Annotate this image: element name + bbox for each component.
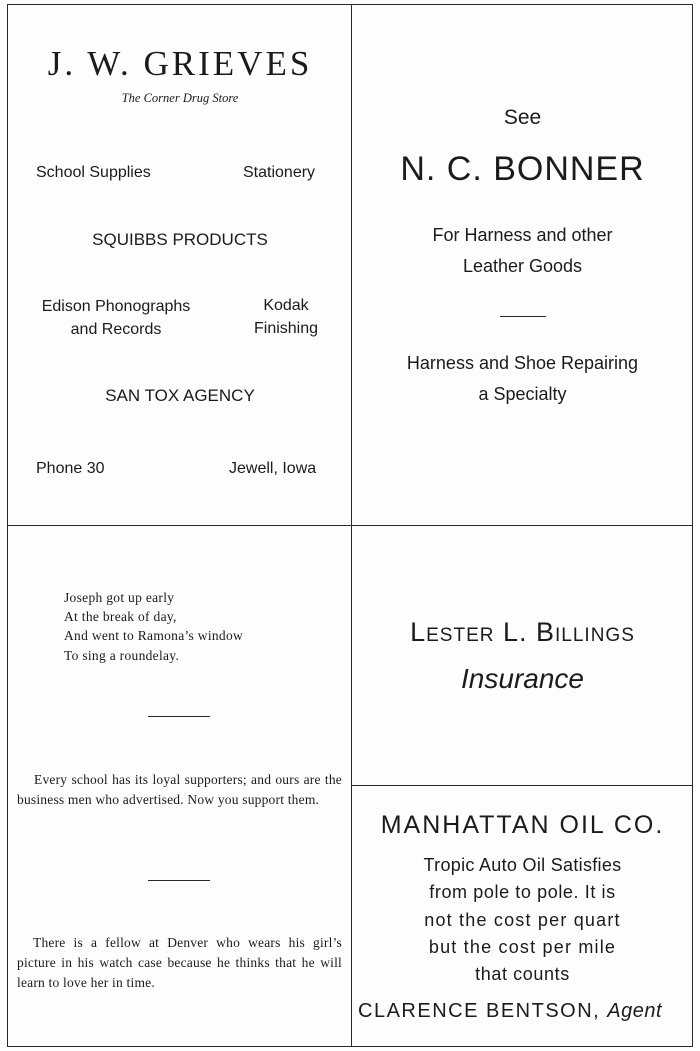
grieves-squibbs: SQUIBBS PRODUCTS <box>92 230 268 249</box>
bonner-name: N. C. BONNER <box>400 150 645 188</box>
left-rule-2 <box>148 880 210 881</box>
grieves-kodak-2: Finishing <box>253 320 319 337</box>
grieves-edison-1: Edison Phonographs <box>41 298 191 315</box>
manhattan-name: MANHATTAN OIL CO. <box>380 811 665 839</box>
grieves-school-supplies: School Supplies <box>36 164 151 181</box>
horizontal-divider <box>7 525 693 526</box>
bonner-see: See <box>503 106 542 129</box>
denver-note: There is a fellow at Denver who wears his girl’s picture in his watch case because he thinks that he will learn to love her in time. <box>17 935 342 990</box>
manhattan-agent <box>358 1000 662 1023</box>
right-lower-divider <box>352 785 693 786</box>
grieves-name: J. W. GRIEVES <box>47 44 313 83</box>
bonner-line4: a Specialty <box>478 384 567 404</box>
manhattan-agent-name: CLARENCE BENTSON, <box>358 1000 601 1022</box>
manhattan-line-4: but the cost per mile <box>428 937 617 957</box>
grieves-stationery: Stationery <box>243 164 316 181</box>
grieves-santox: SAN TOX AGENCY <box>105 386 255 405</box>
manhattan-line-2: from pole to pole. It is <box>429 882 616 902</box>
grieves-location: Jewell, Iowa <box>229 460 317 477</box>
supporters-note: Every school has its loyal supporters; and ours are the business men who advertised. Now you support them. <box>17 772 342 807</box>
bonner-line2: Leather Goods <box>462 256 583 276</box>
manhattan-agent-title: Agent <box>607 1000 663 1022</box>
manhattan-line-3: not the cost per quart <box>424 910 621 930</box>
bonner-line3: Harness and Shoe Repairing <box>406 353 639 373</box>
grieves-tagline: The Corner Drug Store <box>121 91 239 105</box>
manhattan-line-1: Tropic Auto Oil Satisfies <box>423 855 622 875</box>
manhattan-line-5: that counts <box>475 964 570 984</box>
bonner-rule <box>500 316 546 317</box>
poem-line-3: And went to Ramona’s window <box>64 628 244 643</box>
poem-line-2: At the break of day, <box>64 609 177 624</box>
billings-business: Insurance <box>461 663 584 694</box>
left-rule-1 <box>148 716 210 717</box>
billings-name: Lester L. Billings <box>410 617 635 647</box>
grieves-edison-2: and Records <box>70 321 162 338</box>
grieves-kodak-1: Kodak <box>263 297 309 314</box>
poem-line-1: Joseph got up early <box>64 590 175 605</box>
bonner-line1: For Harness and other <box>432 225 613 245</box>
grieves-phone: Phone 30 <box>36 460 105 477</box>
poem-line-4: To sing a roundelay. <box>64 648 180 663</box>
